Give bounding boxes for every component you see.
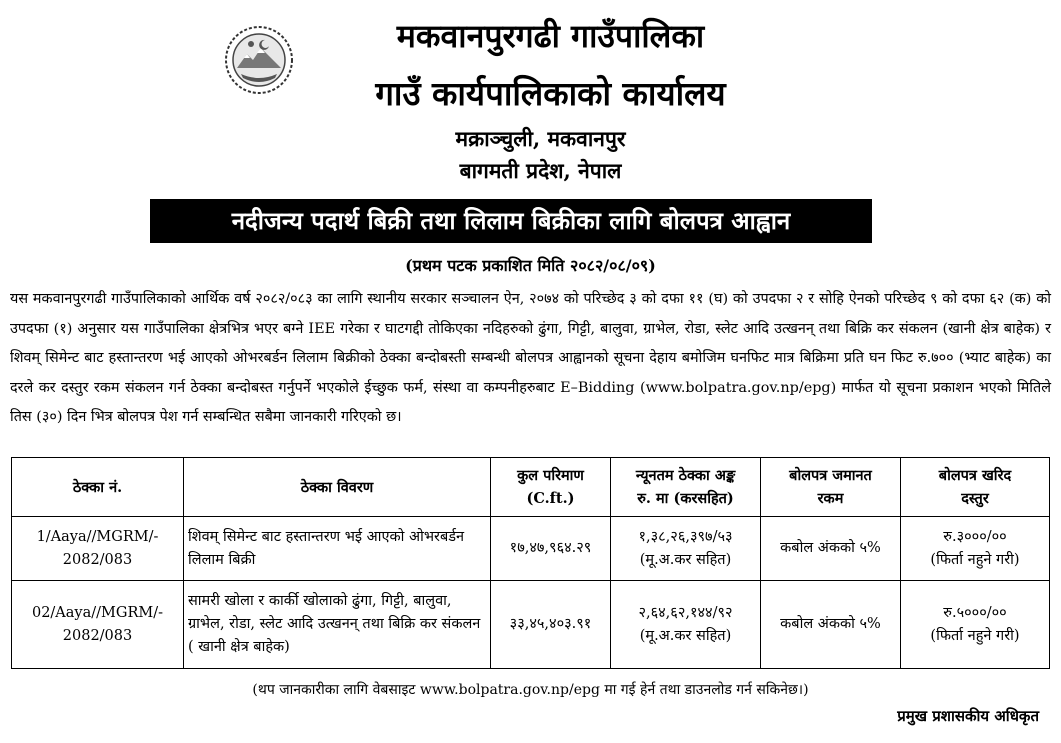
notice-body: यस मकवानपुरगढी गाउँपालिकाको आर्थिक वर्ष २०८२/०८३ का लागि स्थानीय सरकार सञ्चालन ऐन, २०७४ को परिच्छेद ३ को दफा ११ (घ) को उपदफा २ र सोहि ऐनको परिच्छेद ९ को दफा ६२ (क) को उपदफा (१) अनुसार यस गाउँपालिका क्षेत्रभित्र भएर बग्ने IEE गरेका र घाटगद्दी तोकिएका नदिहरुको ढुंगा, गिट्टी, बालुवा, ग्राभेल, रोडा, स्लेट आदि उत्खनन् तथा बिक्रि कर संकलन (खानी क्षेत्र बाहेक) र शिवम् सिमेन्ट बाट हस्तान्तरण भई आएको ओभरबर्डन लिलाम बिक्रीको ठेक्का बन्दोबस्ती सम्बन्धी बोलपत्र आह्वानको सूचना देहाय बमोजिम घनफिट मात्र बिक्रिमा प्रति घन फिट रु.७०० (भ्याट बाहेक) का दरले कर दस्तुर रकम संकलन गर्न ठेक्का बन्दोबस्त गर्नुपर्ने भएकोले ईच्छुक फर्म, संस्था वा कम्पनीहरुबाट E–Bidding (www.bolpatra.gov.np/epg) मार्फत यो सूचना प्रकाशन भएको मितिले तिस (३०) दिन भित्र बोलपत्र पेश गर्न सम्बन्धित सबैमा जानकारी गरिएको छ। (10, 291, 1051, 425)
min-amount-cell: १,३८,२६,३९७/५३ (मू.अ.कर सहित) (611, 517, 761, 581)
col-bid-fee: बोलपत्र खरिद दस्तुर (901, 458, 1050, 517)
letterhead (8, 0, 1053, 196)
col-quantity: कुल परिमाण (C.ft.) (491, 458, 611, 517)
bid-security-cell: कबोल अंकको ५% (761, 581, 901, 669)
table-row (12, 517, 1050, 581)
description-cell: सामरी खोला र कार्की खोलाको ढुंगा, गिट्टी, बालुवा, ग्राभेल, रोडा, स्लेट आदि उत्खनन् तथा बिक्रि कर संकलन ( खानी क्षेत्र बाहेक) (184, 581, 491, 669)
province-name: बागमती प्रदेश, नेपाल (459, 158, 622, 183)
notice-title: नदीजन्य पदार्थ बिक्री तथा लिलाम बिक्रीका लागि बोलपत्र आह्वान (150, 199, 872, 243)
publish-date: (प्रथम पटक प्रकाशित मिति २०८२/०८/०९) (405, 256, 656, 275)
signature-title: प्रमुख प्रशासकीय अधिकृत (897, 707, 1039, 725)
bid-fee-cell: रु.५०००/०० (फिर्ता नहुने गरी) (901, 581, 1050, 669)
col-contract-no: ठेक्का नं. (12, 458, 184, 517)
office-name: गाउँ कार्यपालिकाको कार्यालय (375, 74, 726, 113)
table-header-row (12, 458, 1050, 517)
contract-no-cell: 02/Aaya//MGRM/- 2082/083 (12, 581, 184, 669)
table-row (12, 581, 1050, 669)
bid-security-cell: कबोल अंकको ५% (761, 517, 901, 581)
col-min-amount: न्यूनतम ठेक्का अङ्क रु. मा (करसहित) (611, 458, 761, 517)
quantity-cell: ३३,४५,४०३.९१ (491, 581, 611, 669)
min-amount-cell: २,६४,६२,१४४/९२ (मू.अ.कर सहित) (611, 581, 761, 669)
contract-no-cell: 1/Aaya//MGRM/- 2082/083 (12, 517, 184, 581)
municipality-name: मकवानपुरगढी गाउँपालिका (396, 17, 705, 55)
office-location: मक्राञ्चुली, मकवानपुर (455, 126, 626, 151)
tender-table (11, 457, 1050, 669)
quantity-cell: १७,४७,९६४.२९ (491, 517, 611, 581)
col-bid-security: बोलपत्र जमानत रकम (761, 458, 901, 517)
bid-fee-cell: रु.३०००/०० (फिर्ता नहुने गरी) (901, 517, 1050, 581)
col-description: ठेक्का विवरण (184, 458, 491, 517)
website-note: (थप जानकारीका लागि वेबसाइट www.bolpatra.gov.np/epg मा गई हेर्न तथा डाउनलोड गर्न सकिनेछ।) (252, 682, 809, 698)
description-cell: शिवम् सिमेन्ट बाट हस्तान्तरण भई आएको ओभरबर्डन लिलाम बिक्री (184, 517, 491, 581)
